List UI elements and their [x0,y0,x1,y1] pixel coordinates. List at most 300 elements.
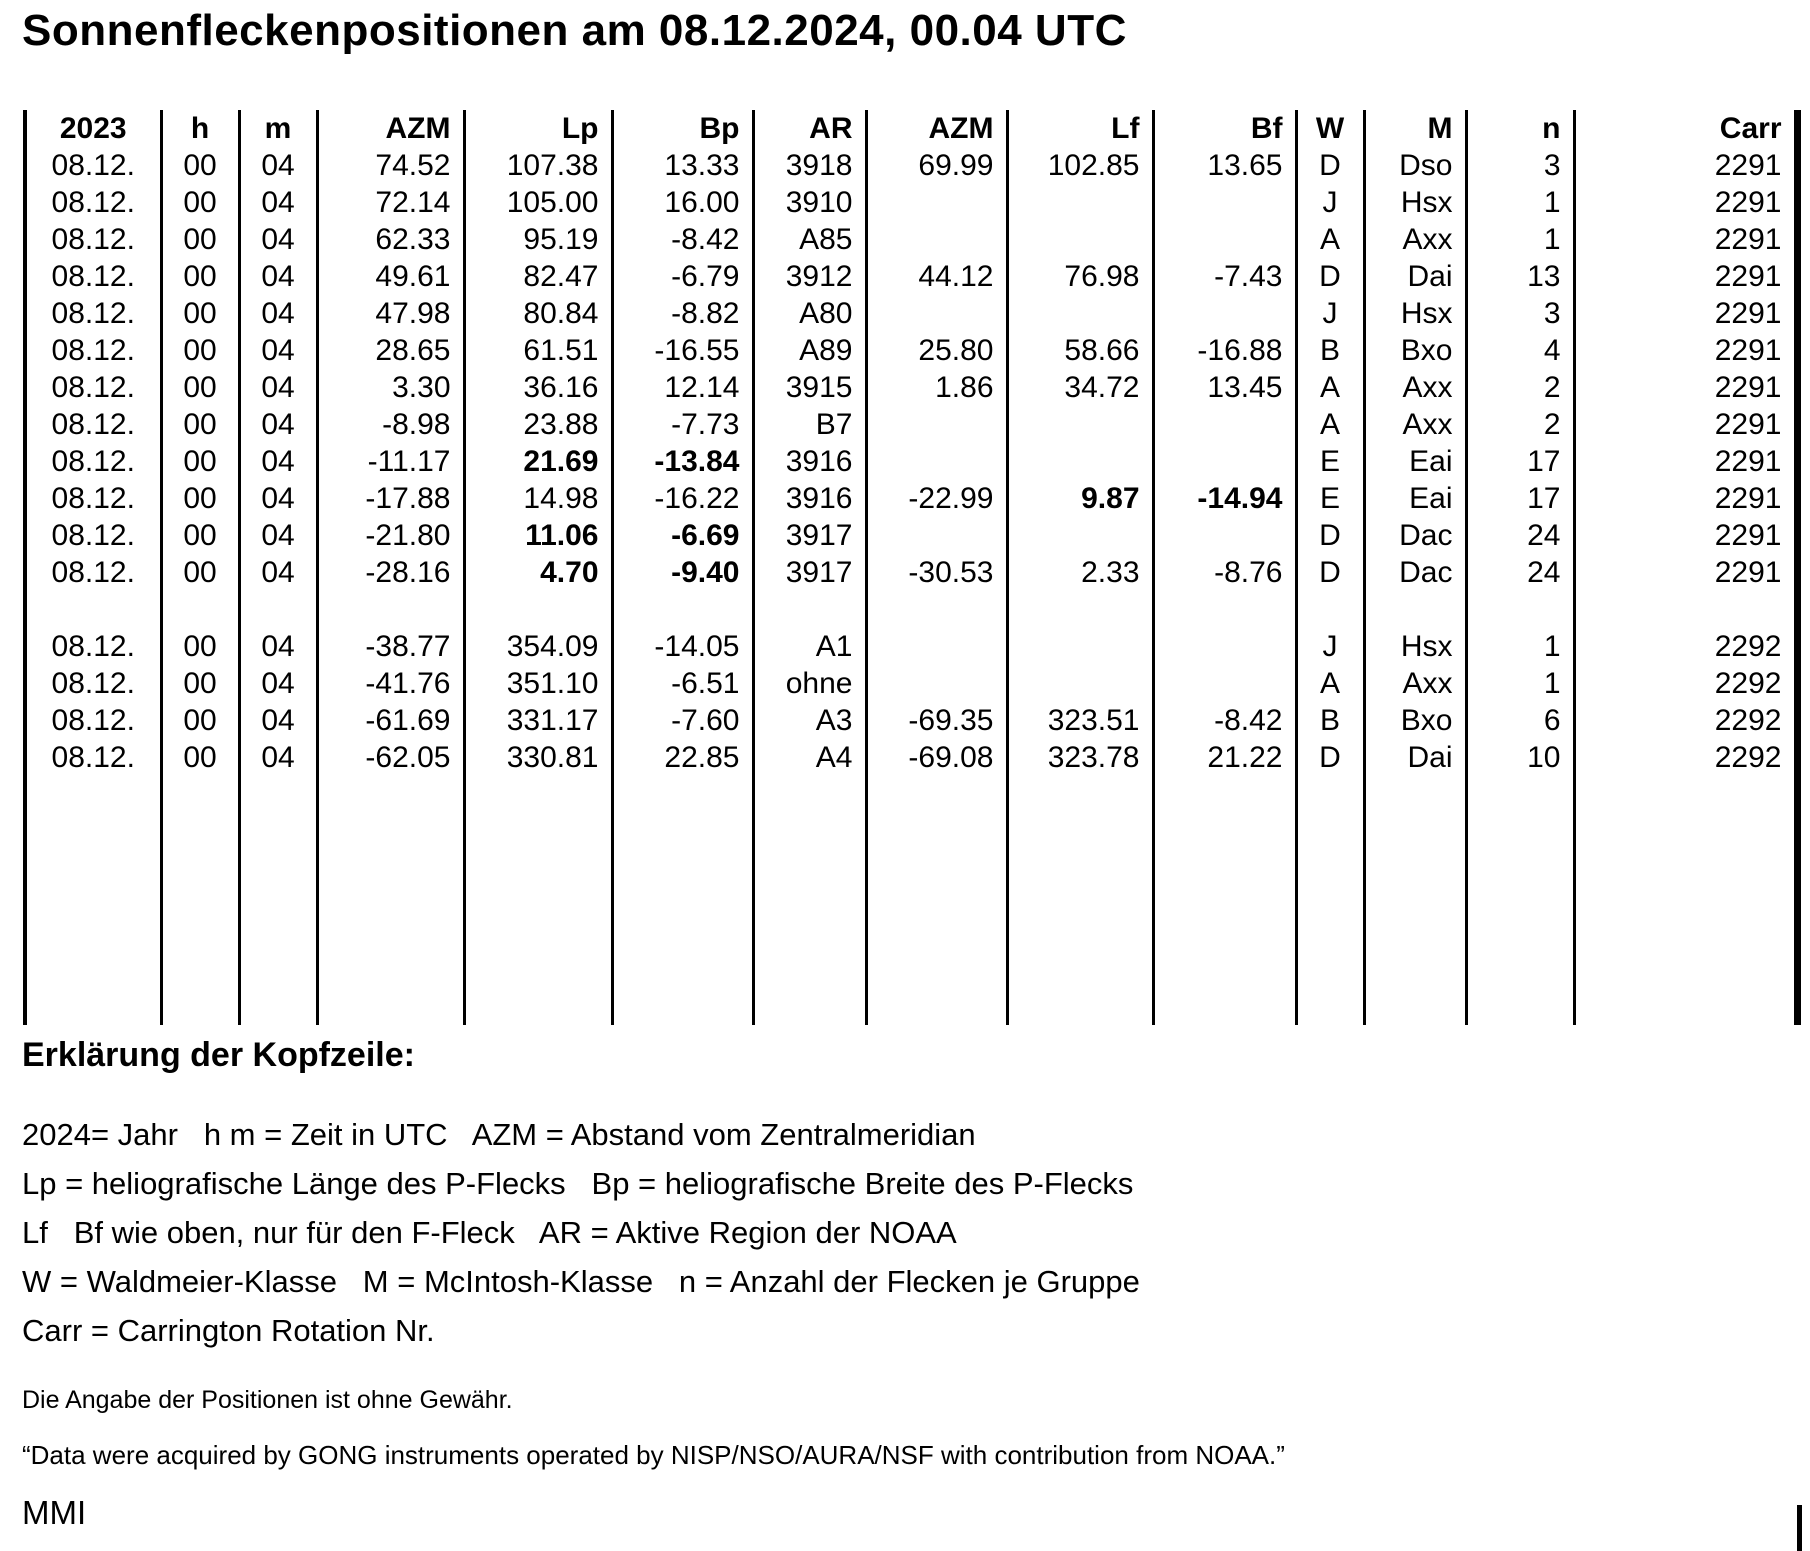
table-cell [317,776,464,1025]
legend-line: 2024= Jahr h m = Zeit in UTC AZM = Abstand vom Zentralmeridian [22,1117,976,1152]
table-cell: 25.80 [866,332,1007,369]
legend-line: Carr = Carrington Rotation Nr. [22,1313,435,1348]
table-cell: 00 [161,406,239,443]
table-cell: -16.55 [612,332,753,369]
table-cell: Hsx [1364,184,1466,221]
table-cell [1466,776,1574,1025]
header-cell: M [1364,110,1466,147]
table-cell: -7.73 [612,406,753,443]
table-cell: -69.08 [866,739,1007,776]
table-cell: 2292 [1574,665,1797,702]
corner-mark [1797,1505,1802,1551]
table-cell [1007,295,1153,332]
table-cell: -8.76 [1153,554,1296,591]
table-cell: 4.70 [464,554,612,591]
table-cell [1153,517,1296,554]
table-cell: 24 [1466,554,1574,591]
table-cell: Hsx [1364,295,1466,332]
header-row [25,110,1797,147]
table-cell [866,406,1007,443]
header-cell: Bf [1153,110,1296,147]
table-cell: 21.69 [464,443,612,480]
table-cell [25,776,161,1025]
table-cell: Eai [1364,443,1466,480]
table-cell: 2291 [1574,406,1797,443]
table-cell: Eai [1364,480,1466,517]
table-cell: 23.88 [464,406,612,443]
table-cell: 10 [1466,739,1574,776]
table-cell: A [1296,369,1364,406]
table-cell: 13.33 [612,147,753,184]
table-row [25,295,1797,332]
table-cell: Dac [1364,554,1466,591]
table-cell: 00 [161,665,239,702]
table-cell: 00 [161,369,239,406]
table-cell: 323.51 [1007,702,1153,739]
table-row [25,554,1797,591]
table-cell: 08.12. [25,443,161,480]
table-cell: 2292 [1574,739,1797,776]
table-cell: A4 [753,739,866,776]
table-cell: -38.77 [317,628,464,665]
table-cell [1466,591,1574,628]
table-cell: 04 [239,406,317,443]
table-cell: 2291 [1574,369,1797,406]
table-cell: -61.69 [317,702,464,739]
table-cell [866,628,1007,665]
legend-lines [22,1110,1140,1355]
table-cell: Bxo [1364,332,1466,369]
table-cell: 3918 [753,147,866,184]
table-cell: 04 [239,443,317,480]
table-cell: 3912 [753,258,866,295]
table-cell [866,221,1007,258]
table-cell: 107.38 [464,147,612,184]
table-cell [612,591,753,628]
table-cell: 2291 [1574,443,1797,480]
table-cell: 24 [1466,517,1574,554]
table-cell: 72.14 [317,184,464,221]
table-cell: -28.16 [317,554,464,591]
table-cell: 62.33 [317,221,464,258]
table-cell: 13 [1466,258,1574,295]
table-cell: Axx [1364,369,1466,406]
table-cell [612,776,753,1025]
table-cell: -62.05 [317,739,464,776]
table-cell: 17 [1466,443,1574,480]
table-cell: 04 [239,147,317,184]
table-cell: 04 [239,739,317,776]
table-cell: -8.42 [1153,702,1296,739]
table-cell: 49.61 [317,258,464,295]
credit-text: “Data were acquired by GONG instruments operated by NISP/NSO/AURA/NSF with contribution from NOAA.” [22,1440,1285,1470]
table-row [25,184,1797,221]
table-cell: 00 [161,258,239,295]
table-cell: 80.84 [464,295,612,332]
table-cell [239,776,317,1025]
table-cell: -8.98 [317,406,464,443]
table-row [25,480,1797,517]
table-row [25,221,1797,258]
table-row [25,369,1797,406]
table-row [25,258,1797,295]
table-cell [1007,591,1153,628]
table-cell [1007,406,1153,443]
table-cell: -6.79 [612,258,753,295]
table-cell [866,295,1007,332]
table-row [25,406,1797,443]
table-cell [1153,406,1296,443]
table-cell: 08.12. [25,665,161,702]
table-cell [866,517,1007,554]
table-cell: -14.05 [612,628,753,665]
header-cell: AR [753,110,866,147]
table-cell: 08.12. [25,628,161,665]
table-cell: 1 [1466,665,1574,702]
table-cell: 3916 [753,480,866,517]
table-cell: 04 [239,702,317,739]
table-cell: 04 [239,332,317,369]
table-row [25,147,1797,184]
table-cell: 08.12. [25,480,161,517]
table-cell: 351.10 [464,665,612,702]
header-cell: m [239,110,317,147]
table-cell: 3910 [753,184,866,221]
table-cell [866,443,1007,480]
table-cell: -17.88 [317,480,464,517]
table-cell: 3 [1466,147,1574,184]
table-cell: 36.16 [464,369,612,406]
table-row [25,665,1797,702]
table-cell [1153,628,1296,665]
table-cell [1153,665,1296,702]
table-cell: 13.65 [1153,147,1296,184]
table-cell [1153,184,1296,221]
table-cell: 82.47 [464,258,612,295]
table-cell [1007,221,1153,258]
table-cell: 3917 [753,517,866,554]
table-cell: 04 [239,258,317,295]
header-cell: h [161,110,239,147]
table-cell: 14.98 [464,480,612,517]
table-cell: -30.53 [866,554,1007,591]
table-cell: D [1296,147,1364,184]
table-cell: 6 [1466,702,1574,739]
table-cell [239,591,317,628]
table-cell: -21.80 [317,517,464,554]
header-cell: Lf [1007,110,1153,147]
table-cell: A85 [753,221,866,258]
table-cell: 00 [161,332,239,369]
table-cell: -11.17 [317,443,464,480]
table-cell: 04 [239,295,317,332]
page-title: Sonnenfleckenpositionen am 08.12.2024, 00.04 UTC [22,6,1127,55]
table-cell: 2291 [1574,480,1797,517]
table-cell: 08.12. [25,739,161,776]
table-cell: ohne [753,665,866,702]
table-cell: 04 [239,221,317,258]
table-cell: 2292 [1574,628,1797,665]
table-cell: 08.12. [25,369,161,406]
table-cell: 47.98 [317,295,464,332]
table-cell: 00 [161,147,239,184]
table-row [25,702,1797,739]
table-row [25,739,1797,776]
table-cell [161,591,239,628]
table-cell: 04 [239,517,317,554]
table-cell: 3916 [753,443,866,480]
sunspot-table-wrap [23,110,1801,1025]
table-cell: 1 [1466,221,1574,258]
table-cell: 28.65 [317,332,464,369]
table-cell: 61.51 [464,332,612,369]
table-cell: A [1296,221,1364,258]
table-cell [1007,184,1153,221]
table-cell: 331.17 [464,702,612,739]
table-cell: -22.99 [866,480,1007,517]
table-cell: -9.40 [612,554,753,591]
table-cell: 2291 [1574,332,1797,369]
table-cell: -7.43 [1153,258,1296,295]
table-row [25,628,1797,665]
table-cell: 16.00 [612,184,753,221]
disclaimer-text: Die Angabe der Positionen ist ohne Gewähr. [22,1386,513,1414]
table-cell: 2291 [1574,221,1797,258]
table-cell: -6.69 [612,517,753,554]
table-cell: Axx [1364,406,1466,443]
table-cell: 08.12. [25,258,161,295]
table-cell: 74.52 [317,147,464,184]
filler-row [25,776,1797,1025]
legend-line: Lp = heliografische Länge des P-Flecks Bp = heliografische Breite des P-Flecks [22,1166,1134,1201]
table-cell: -6.51 [612,665,753,702]
table-cell [1153,591,1296,628]
table-cell: 04 [239,184,317,221]
table-cell: -16.22 [612,480,753,517]
table-cell: D [1296,554,1364,591]
table-cell [866,591,1007,628]
table-cell: 1 [1466,184,1574,221]
table-cell [1364,776,1466,1025]
table-cell [1153,221,1296,258]
table-cell: Dso [1364,147,1466,184]
table-cell: A89 [753,332,866,369]
table-cell [1574,776,1797,1025]
blank-row [25,591,1797,628]
table-cell: J [1296,295,1364,332]
table-cell: 2 [1466,406,1574,443]
table-cell [1007,776,1153,1025]
table-cell: 00 [161,628,239,665]
table-cell: 00 [161,517,239,554]
table-row [25,332,1797,369]
table-cell: 00 [161,221,239,258]
table-cell: 00 [161,554,239,591]
table-cell: -14.94 [1153,480,1296,517]
table-cell: 04 [239,665,317,702]
table-cell [1007,517,1153,554]
table-cell: 04 [239,554,317,591]
table-cell: 08.12. [25,554,161,591]
table-cell [1296,591,1364,628]
table-cell [753,591,866,628]
table-cell [464,591,612,628]
table-cell: 2291 [1574,184,1797,221]
table-cell: 3.30 [317,369,464,406]
table-cell: 3 [1466,295,1574,332]
header-cell: Lp [464,110,612,147]
table-cell: 95.19 [464,221,612,258]
table-cell: 08.12. [25,517,161,554]
table-cell: Hsx [1364,628,1466,665]
table-body [25,147,1797,1025]
table-cell: A3 [753,702,866,739]
table-cell: B7 [753,406,866,443]
table-cell: 08.12. [25,184,161,221]
legend-line: W = Waldmeier-Klasse M = McIntosh-Klasse n = Anzahl der Flecken je Gruppe [22,1264,1140,1299]
table-cell: 3917 [753,554,866,591]
table-cell [1153,776,1296,1025]
table-cell: 105.00 [464,184,612,221]
table-cell [317,591,464,628]
table-cell [753,776,866,1025]
table-cell: A [1296,406,1364,443]
table-cell: 11.06 [464,517,612,554]
table-cell: 323.78 [1007,739,1153,776]
table-cell: 76.98 [1007,258,1153,295]
table-cell: E [1296,443,1364,480]
table-cell [1007,628,1153,665]
table-cell: -13.84 [612,443,753,480]
table-cell [1007,443,1153,480]
legend-line: Lf Bf wie oben, nur für den F-Fleck AR = Aktive Region der NOAA [22,1215,957,1250]
header-cell: AZM [866,110,1007,147]
table-row [25,443,1797,480]
table-cell: 9.87 [1007,480,1153,517]
table-cell: J [1296,628,1364,665]
table-cell: 4 [1466,332,1574,369]
table-cell: 2291 [1574,517,1797,554]
table-cell [25,591,161,628]
table-cell [866,665,1007,702]
table-cell: D [1296,517,1364,554]
table-cell: J [1296,184,1364,221]
table-cell: Dac [1364,517,1466,554]
table-cell: -7.60 [612,702,753,739]
table-cell: 00 [161,184,239,221]
table-cell: 44.12 [866,258,1007,295]
table-cell: 2.33 [1007,554,1153,591]
table-cell: A [1296,665,1364,702]
table-cell [866,184,1007,221]
table-cell: 58.66 [1007,332,1153,369]
table-cell: 2291 [1574,554,1797,591]
table-cell: Axx [1364,665,1466,702]
table-cell: Dai [1364,258,1466,295]
table-cell: 04 [239,369,317,406]
table-cell: 2292 [1574,702,1797,739]
table-cell: 12.14 [612,369,753,406]
table-cell: Dai [1364,739,1466,776]
table-cell: 00 [161,443,239,480]
table-cell: 1 [1466,628,1574,665]
table-cell: 17 [1466,480,1574,517]
table-cell [1574,591,1797,628]
table-cell: 00 [161,480,239,517]
table-cell [161,776,239,1025]
table-cell: 2291 [1574,258,1797,295]
table-cell: 08.12. [25,406,161,443]
table-cell: 08.12. [25,147,161,184]
table-cell: 3915 [753,369,866,406]
table-cell: A1 [753,628,866,665]
table-cell: 34.72 [1007,369,1153,406]
table-cell: 04 [239,628,317,665]
table-cell: 69.99 [866,147,1007,184]
table-cell: 330.81 [464,739,612,776]
header-cell: W [1296,110,1364,147]
table-cell: -16.88 [1153,332,1296,369]
table-cell: 08.12. [25,332,161,369]
header-cell: Carr [1574,110,1797,147]
table-cell: 13.45 [1153,369,1296,406]
table-cell: -8.42 [612,221,753,258]
header-cell: 2023 [25,110,161,147]
sunspot-table [23,110,1801,1025]
table-cell: 00 [161,702,239,739]
table-cell: 22.85 [612,739,753,776]
table-cell: 08.12. [25,295,161,332]
table-cell: -8.82 [612,295,753,332]
table-cell: E [1296,480,1364,517]
table-cell [464,776,612,1025]
table-cell [1364,591,1466,628]
header-cell: n [1466,110,1574,147]
table-cell: Bxo [1364,702,1466,739]
table-cell: B [1296,332,1364,369]
table-cell [1296,776,1364,1025]
table-cell [866,776,1007,1025]
table-cell: 1.86 [866,369,1007,406]
table-cell: 2291 [1574,147,1797,184]
table-cell: 04 [239,480,317,517]
legend-heading: Erklärung der Kopfzeile: [22,1036,415,1074]
table-cell [1153,295,1296,332]
table-cell: 00 [161,739,239,776]
table-cell [1007,665,1153,702]
table-row [25,517,1797,554]
table-cell: B [1296,702,1364,739]
table-cell: Axx [1364,221,1466,258]
table-cell: 2291 [1574,295,1797,332]
table-cell: 00 [161,295,239,332]
table-cell: D [1296,739,1364,776]
header-cell: AZM [317,110,464,147]
table-cell: -41.76 [317,665,464,702]
table-cell: D [1296,258,1364,295]
table-cell: 08.12. [25,702,161,739]
table-cell [1153,443,1296,480]
table-cell: 2 [1466,369,1574,406]
signature-text: MMI [22,1494,87,1531]
table-cell: A80 [753,295,866,332]
table-cell: 102.85 [1007,147,1153,184]
header-cell: Bp [612,110,753,147]
table-cell: -69.35 [866,702,1007,739]
table-cell: 08.12. [25,221,161,258]
table-cell: 21.22 [1153,739,1296,776]
table-cell: 354.09 [464,628,612,665]
